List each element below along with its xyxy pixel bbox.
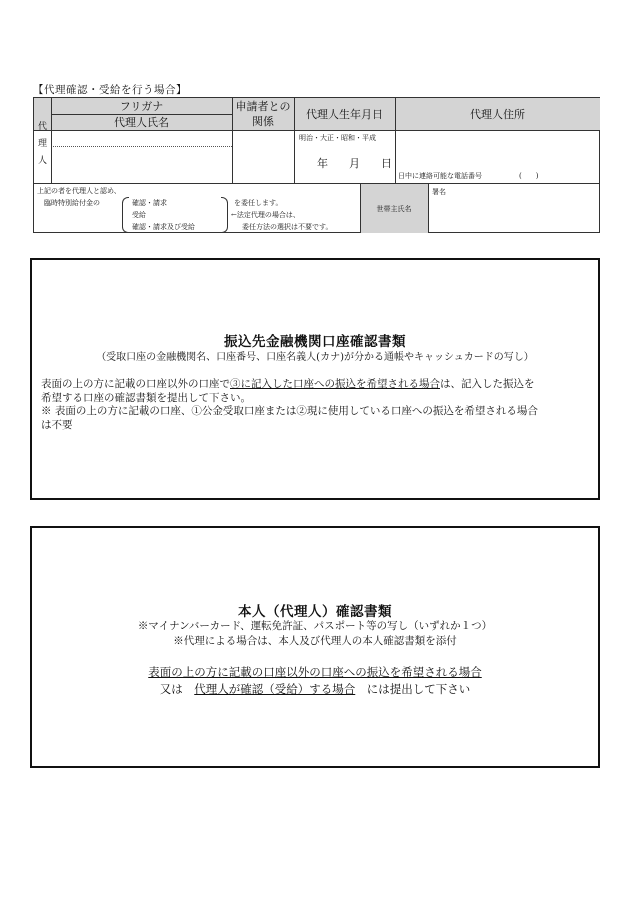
id-document-box — [30, 526, 600, 768]
id-cond2-post: には提出して下さい — [366, 682, 471, 696]
address-input[interactable] — [396, 131, 599, 167]
relation-header-line2: 関係 — [252, 115, 274, 128]
id-box-title: 本人（代理人）確認書類 — [238, 604, 392, 620]
id-cond2-underlined: 代理人が確認（受給）する場合 — [194, 682, 356, 696]
bank-body-line1-post: は、記入した振込を — [440, 378, 535, 390]
proxy-info-bottom-line — [34, 183, 600, 184]
year-label: 年 — [317, 157, 328, 170]
bank-note-line1: ※ 表面の上の方に記載の口座、①公金受取口座または②現に使用している口座への振込を希望される場合 — [41, 405, 538, 417]
phone-label: 日中に連絡可能な電話番号 — [398, 172, 482, 180]
left-brace — [122, 197, 129, 233]
name-header: 代理人氏名 — [51, 114, 232, 130]
consent-note-2: 委任方法の選択は不要です。 — [242, 223, 333, 231]
bank-body-line2: 希望する口座の確認書類を提出して下さい。 — [41, 391, 251, 404]
proxy-form-table — [33, 97, 600, 233]
bank-body-line1 — [41, 378, 593, 392]
signature-input[interactable] — [429, 196, 599, 232]
furigana-header: フリガナ — [51, 98, 232, 114]
side-label-1: 代 — [38, 122, 48, 132]
era-options[interactable]: 明治・大正・昭和・平成 — [299, 134, 376, 142]
consent-delegate-text: を委任します。 — [234, 199, 283, 207]
consent-option-confirm[interactable]: 確認・請求 — [132, 199, 167, 207]
bank-box-subtitle: （受取口座の金融機関名、口座番号、口座名義人(カナ)が分かる通帳やキャッシュカードの写し） — [96, 352, 534, 363]
household-head-label: 世帯主氏名 — [376, 204, 412, 213]
bank-document-box — [30, 258, 600, 500]
id-box-line2: ※代理による場合は、本人及び代理人の本人確認書類を添付 — [173, 635, 457, 647]
proxy-name-input[interactable] — [52, 147, 231, 182]
address-header: 代理人住所 — [395, 98, 600, 130]
consent-option-receive[interactable]: 受給 — [132, 211, 146, 219]
phone-area-code-field[interactable]: ( ) — [519, 172, 539, 180]
dob-header: 代理人生年月日 — [294, 98, 395, 130]
bank-box-body — [41, 378, 593, 432]
day-label: 日 — [381, 157, 392, 170]
consent-note-1: ←法定代理の場合は、 — [231, 211, 300, 219]
relation-header-line1: 申請者との — [235, 100, 291, 113]
relation-input[interactable] — [233, 131, 293, 182]
bank-body-line1-pre: 表面の上の方に記載の口座以外の口座で — [41, 378, 230, 390]
consent-line1: 上記の者を代理人と認め、 — [37, 187, 121, 195]
bank-box-title: 振込先金融機関口座確認書類 — [224, 334, 406, 350]
side-label-2: 理 — [38, 139, 48, 149]
consent-subject: 臨時特別給付金の — [44, 199, 100, 207]
id-box-condition2 — [32, 681, 598, 697]
month-label: 月 — [349, 157, 360, 170]
furigana-input[interactable] — [52, 131, 231, 145]
proxy-section-title: 【代理確認・受給を行う場合】 — [33, 84, 187, 96]
id-box-line1: ※マイナンバーカード、運転免許証、パスポート等の写し（いずれか１つ） — [137, 620, 493, 632]
bank-body-line1-underlined: ③に記入した口座への振込を希望される場合 — [230, 378, 440, 390]
relation-header — [232, 98, 294, 130]
id-cond2-pre: 又は — [159, 682, 183, 696]
consent-option-both[interactable]: 確認・請求及び受給 — [132, 223, 195, 231]
furigana-divider — [51, 114, 232, 115]
side-label-3: 人 — [38, 156, 48, 166]
id-box-condition1: 表面の上の方に記載の口座以外の口座への振込を希望される場合 — [148, 665, 482, 679]
bank-note-line2: は不要 — [41, 418, 73, 431]
signature-label: 署名 — [432, 188, 446, 196]
right-brace — [221, 197, 228, 233]
relation-col-line — [294, 98, 295, 183]
